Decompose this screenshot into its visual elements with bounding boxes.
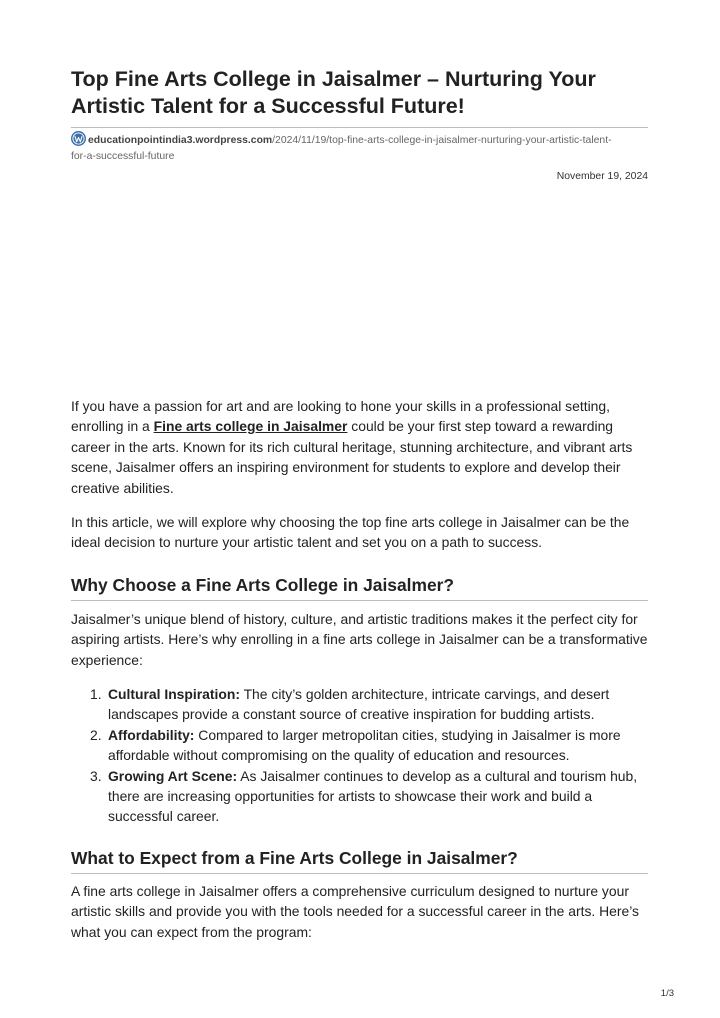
intro-paragraph-2: In this article, we will explore why choosing the top fine arts college in Jaisalmer can be the ideal decision to nurture your artistic talent and set you on a path to success. <box>71 514 630 551</box>
why-heading-divider <box>71 600 648 601</box>
what-section-paragraph: A fine arts college in Jaisalmer offers a comprehensive curriculum designed to nurture your artistic skills and provide you with the tools needed for a successful career in the arts. Here’s what you can expect from the program: <box>71 883 639 940</box>
source-path: /2024/11/19/top-fine-arts-college-in-jaisalmer-nurturing-your-artistic-talent- <box>272 135 612 146</box>
intro-text-before-link: If you have a passion for art and are looking to hone your skills in a professional setting, enrolling in a <box>71 398 610 435</box>
list-item-label: Growing Art Scene: <box>108 767 238 784</box>
what-section-heading: What to Expect from a Fine Arts College in Jaisalmer? <box>71 848 518 868</box>
list-item-text: Compared to larger metropolitan cities, studying in Jaisalmer is more affordable without compromising on the quality of education and resources. <box>108 726 621 764</box>
list-item-text: The city’s golden architecture, intricate carvings, and desert landscapes provide a constant source of creative inspiration for budding artists. <box>108 686 610 723</box>
title-divider <box>71 127 648 128</box>
list-item-number: 3. <box>90 767 102 784</box>
reasons-list <box>71 684 648 827</box>
list-item <box>71 684 648 725</box>
what-heading-divider <box>71 873 648 874</box>
list-item-number: 2. <box>90 726 102 743</box>
publish-date: November 19, 2024 <box>556 171 648 182</box>
source-path-continued: for-a-successful-future <box>71 151 175 162</box>
list-item <box>71 766 648 827</box>
list-item-text: As Jaisalmer continues to develop as a cultural and tourism hub, there are increasing opportunities for artists to showcase their work and build a successful career. <box>108 767 638 825</box>
intro-text-after-link: could be your first step toward a rewarding career in the arts. Known for its rich cultural heritage, stunning architecture, and vibrant arts scene, Jaisalmer offers an inspiring environment for students to explore and develop their creative abilities. <box>71 418 633 496</box>
why-section-heading: Why Choose a Fine Arts College in Jaisalmer? <box>71 575 455 595</box>
source-domain-link[interactable]: educationpointindia3.wordpress.com <box>88 135 273 146</box>
fine-arts-college-link[interactable]: Fine arts college in Jaisalmer <box>153 418 348 435</box>
why-section-paragraph: Jaisalmer’s unique blend of history, culture, and artistic traditions makes it the perfect city for aspiring artists. Here’s why enrolling in a fine arts college in Jaisalmer can be a transformative experience: <box>71 611 648 668</box>
intro-paragraph <box>71 396 648 498</box>
article-source <box>71 131 648 165</box>
list-item-label: Affordability: <box>108 726 195 743</box>
page-number: 1/3 <box>660 988 674 999</box>
list-item-label: Cultural Inspiration: <box>108 686 240 702</box>
article-title: Top Fine Arts College in Jaisalmer – Nurturing Your Artistic Talent for a Successful Future! <box>71 67 596 118</box>
list-item <box>71 725 648 766</box>
wordpress-icon <box>71 131 86 146</box>
list-item-number: 1. <box>90 686 102 702</box>
